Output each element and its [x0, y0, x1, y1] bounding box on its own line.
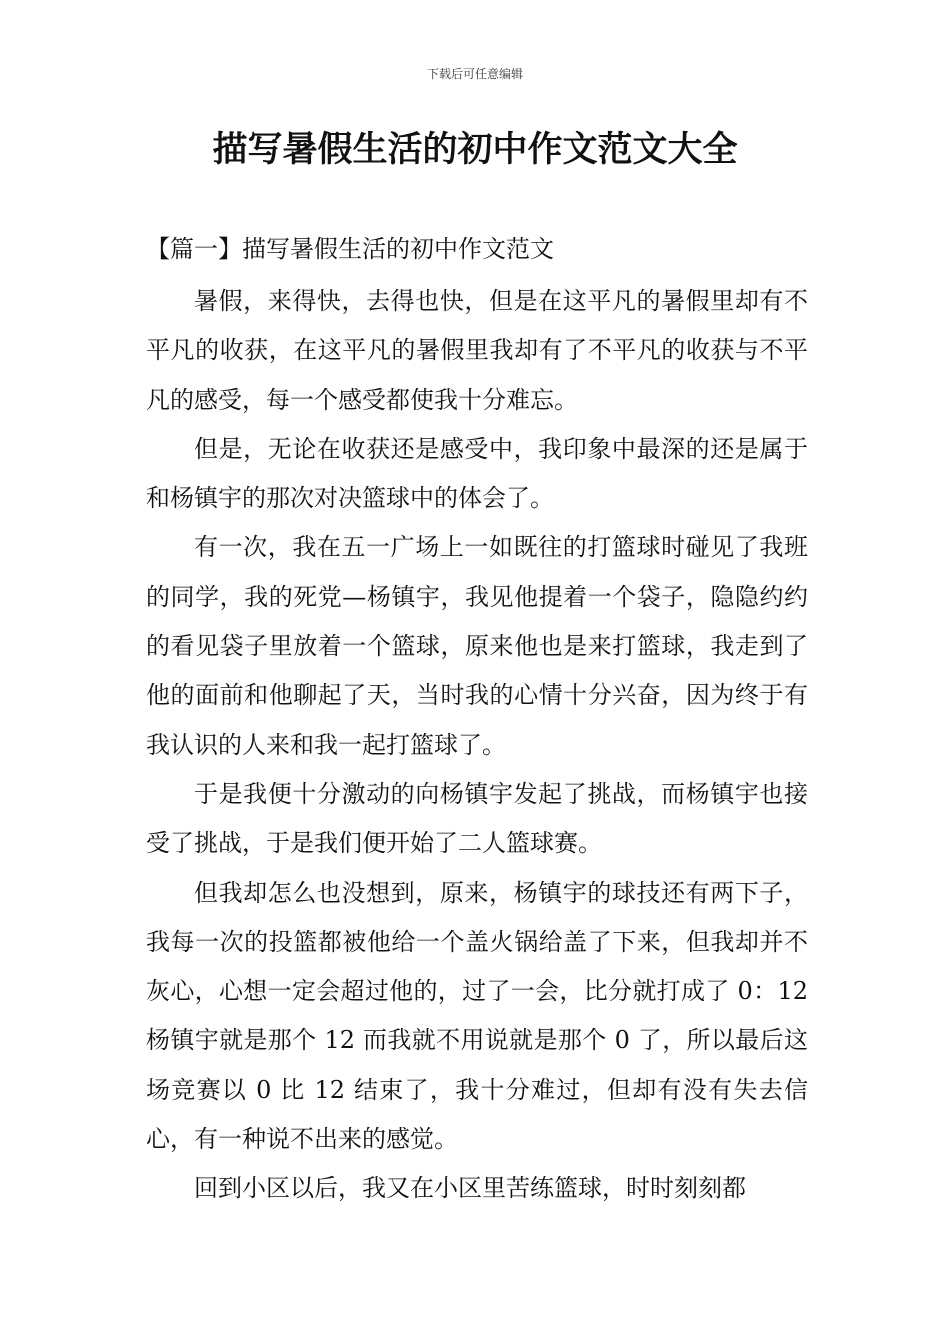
- paragraph: 有一次，我在五一广场上一如既往的打篮球时碰见了我班的同学，我的死党—杨镇宇，我见他提着一个袋子，隐隐约约的看见袋子里放着一个篮球，原来他也是来打篮球，我走到了他的面前和他聊起了天，当时我的心情十分兴奋，因为终于有我认识的人来和我一起打篮球了。: [146, 533, 808, 759]
- paragraph: 但我却怎么也没想到，原来，杨镇宇的球技还有两下子，我每一次的投篮都被他给一个盖火锅给盖了下来，但我却并不灰心，心想一定会超过他的，过了一会，比分就打成了 0：12 杨镇宇就是那个 12 而我就不用说就是那个 0 了，所以最后这场竞赛以 0 比 12 结束了，我十分难过，但却有没有失去信心，有一种说不出来的感觉。: [146, 878, 808, 1154]
- paragraph: 回到小区以后，我又在小区里苦练篮球，时时刻刻都: [194, 1174, 746, 1203]
- header-note: 下载后可任意编辑: [426, 67, 523, 81]
- document-title: 描写暑假生活的初中作文范文大全: [212, 130, 738, 170]
- essay-body: [146, 277, 808, 1214]
- paragraph: 于是我便十分激动的向杨镇宇发起了挑战，而杨镇宇也接受了挑战，于是我们便开始了二人篮球赛。: [146, 779, 808, 858]
- section-heading: 【篇一】描写暑假生活的初中作文范文: [146, 235, 554, 263]
- paragraph: 暑假，来得快，去得也快，但是在这平凡的暑假里却有不平凡的收获，在这平凡的暑假里我却有了不平凡的收获与不平凡的感受，每一个感受都使我十分难忘。: [146, 287, 808, 414]
- paragraph: 但是，无论在收获还是感受中，我印象中最深的还是属于和杨镇宇的那次对决篮球中的体会了。: [146, 434, 808, 513]
